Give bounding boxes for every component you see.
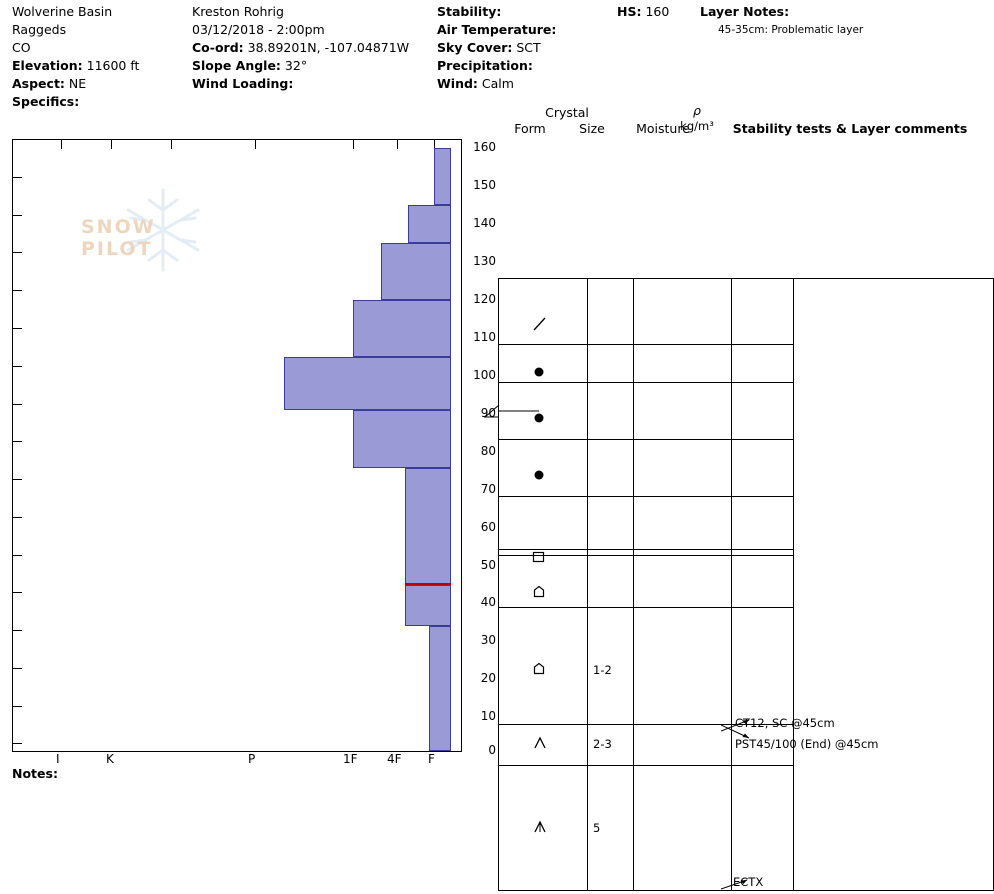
layer-note-item: 45-35cm: Problematic layer [718, 24, 864, 36]
wind-label: Wind: [437, 76, 478, 91]
hardness-label-P: P [248, 752, 256, 766]
header-column-location [12, 4, 187, 112]
air-temp-label: Air Temperature: [437, 22, 557, 37]
depth-tick-120: 120 [473, 292, 496, 306]
depth-tick-50: 50 [480, 558, 496, 572]
layer-bar [381, 243, 451, 300]
sky-cover-label: Sky Cover: [437, 40, 513, 55]
stability-label: Stability: [437, 4, 502, 19]
precip-particles-icon [531, 315, 549, 333]
coord-value: 38.89201N, -107.04871W [247, 40, 410, 55]
layer-bar [353, 410, 451, 468]
grain-size-value: 5 [593, 821, 601, 835]
layer-bar [434, 148, 451, 205]
snowpilot-logo [53, 180, 223, 280]
stability-comments-header: Stability tests & Layer comments [732, 121, 968, 136]
faceted-rounds-icon [531, 584, 547, 600]
depth-tick-10: 10 [480, 709, 496, 723]
layer-bar [353, 300, 451, 357]
stability-test-text: PST45/100 (End) @45cm [735, 737, 879, 751]
state-name: CO [12, 40, 31, 55]
hardness-label-1F: 1F [343, 752, 358, 766]
depth-tick-40: 40 [480, 595, 496, 609]
depth-tick-140: 140 [473, 216, 496, 230]
header-column-hs [617, 4, 697, 22]
hardness-label-I: I [56, 752, 60, 766]
specifics-label: Specifics: [12, 94, 80, 109]
wind-value: Calm [481, 76, 514, 91]
header-column-weather [437, 4, 627, 94]
depth-tick-90: 90 [480, 406, 496, 420]
depth-hoar-icon [532, 819, 548, 835]
crust-leader-line [463, 403, 553, 429]
stability-test-text: CT12, SC @45cm [735, 716, 835, 730]
hardness-label-4F: 4F [387, 752, 402, 766]
grain-size-value: 2-3 [593, 737, 612, 751]
depth-tick-130: 130 [473, 254, 496, 268]
rounded-grains-icon [531, 467, 547, 483]
hardness-profile-box [12, 139, 462, 752]
precipitation-label: Precipitation: [437, 58, 533, 73]
aspect-value: NE [68, 76, 87, 91]
layer-notes-title: Layer Notes: [700, 4, 790, 19]
elevation-label: Elevation: [12, 58, 83, 73]
layer-boundary-line [284, 409, 451, 410]
moisture-header: Moisture [636, 121, 690, 136]
notes-label: Notes: [12, 766, 58, 781]
grain-size-value: 1-2 [593, 663, 612, 677]
hardness-label-F: F [428, 752, 435, 766]
depth-tick-70: 70 [480, 482, 496, 496]
observation-datetime: 03/12/2018 - 2:00pm [192, 22, 325, 37]
range-name: Raggeds [12, 22, 67, 37]
header-column-layer-notes [700, 4, 990, 38]
layer-details-table [498, 278, 994, 891]
depth-tick-100: 100 [473, 368, 496, 382]
coord-label: Co-ord: [192, 40, 244, 55]
slope-angle-value: 32° [284, 58, 308, 73]
layer-bar [405, 585, 451, 626]
layer-bar [429, 626, 451, 751]
elevation-value: 11600 ft [86, 58, 140, 73]
observer-name: Kreston Rohrig [192, 4, 284, 19]
crust-icon [531, 550, 547, 564]
depth-axis [463, 139, 498, 757]
header-column-observer [192, 4, 442, 94]
stability-test-text: ECTX [733, 875, 764, 889]
facets-icon [532, 735, 548, 751]
form-header: Form [514, 121, 546, 136]
depth-tick-30: 30 [480, 633, 496, 647]
aspect-label: Aspect: [12, 76, 65, 91]
depth-tick-80: 80 [480, 444, 496, 458]
hs-value: 160 [645, 4, 670, 19]
hardness-axis-labels [0, 752, 460, 770]
wind-loading-label: Wind Loading: [192, 76, 294, 91]
size-header: Size [579, 121, 605, 136]
depth-tick-110: 110 [473, 330, 496, 344]
site-name: Wolverine Basin [12, 4, 113, 19]
slope-angle-label: Slope Angle: [192, 58, 281, 73]
hardness-label-K: K [106, 752, 114, 766]
density-units-header: kg/m³ [680, 119, 714, 133]
rounded-grains-icon [531, 364, 547, 380]
depth-tick-150: 150 [473, 178, 496, 192]
faceted-rounds-icon [531, 661, 547, 677]
snowpilot-logo-text: SNOW PILOT [81, 216, 156, 260]
crystal-header: Crystal [545, 105, 589, 120]
depth-tick-0: 0 [488, 743, 496, 757]
sky-cover-value: SCT [516, 40, 541, 55]
layer-bar [408, 205, 451, 243]
depth-tick-60: 60 [480, 520, 496, 534]
hs-label: HS: [617, 4, 642, 19]
table-column-headers [486, 105, 982, 139]
weak-layer-line [405, 583, 451, 585]
layer-bar [284, 357, 451, 410]
depth-tick-20: 20 [480, 671, 496, 685]
depth-tick-160: 160 [473, 140, 496, 154]
density-symbol-header: ρ [693, 103, 701, 118]
layer-bar [405, 468, 451, 585]
profile-header [12, 4, 982, 116]
